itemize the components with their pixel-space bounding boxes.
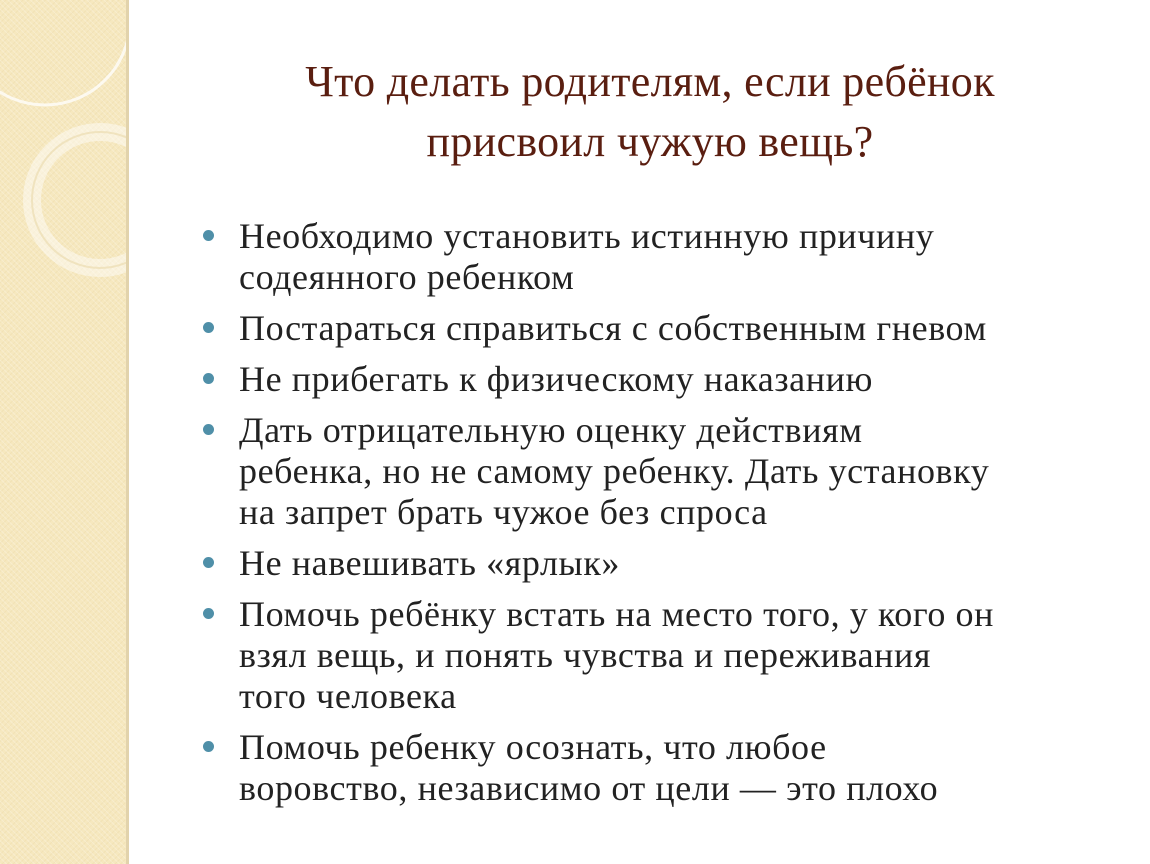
bullet-text xyxy=(239,410,1138,533)
side-panel-edge xyxy=(126,0,129,864)
bullet-icon xyxy=(203,741,214,752)
decorative-rings-icon xyxy=(0,0,127,864)
bullet-text-line: Не прибегать к физическому наказанию xyxy=(239,359,873,399)
bullet-text-line: взял вещь, и понять чувства и переживания xyxy=(239,635,932,675)
bullet-item xyxy=(203,410,1138,533)
bullet-text-line: Дать отрицательную оценку действиям xyxy=(239,410,863,450)
slide-title xyxy=(150,52,1150,172)
slide-title-line: Что делать родителям, если ребёнок xyxy=(305,57,995,106)
bullet-item xyxy=(203,594,1138,717)
bullet-text-line: содеянного ребенком xyxy=(239,257,575,297)
bullet-icon xyxy=(203,322,214,333)
bullet-text xyxy=(239,594,1138,717)
bullet-text xyxy=(239,216,1138,298)
bullet-text-line: на запрет брать чужое без спроса xyxy=(239,492,768,532)
bullet-text-line: Помочь ребенку осознать, что любое xyxy=(239,727,827,767)
bullet-icon xyxy=(203,230,214,241)
bullet-text-line: Помочь ребёнку встать на место того, у кого он xyxy=(239,594,994,634)
bullet-item xyxy=(203,308,1138,349)
bullet-text xyxy=(239,727,1138,809)
bullet-icon xyxy=(203,373,214,384)
bullet-text xyxy=(239,308,1138,349)
bullet-list xyxy=(203,216,1138,819)
bullet-text-line: того человека xyxy=(239,676,457,716)
slide-title-line: присвоил чужую вещь? xyxy=(426,117,874,166)
bullet-text-line: Постараться справиться с собственным гневом xyxy=(239,308,987,348)
bullet-item xyxy=(203,359,1138,400)
bullet-item xyxy=(203,727,1138,809)
bullet-text-line: ребенка, но не самому ребенку. Дать установку xyxy=(239,451,990,491)
bullet-text-line: Не навешивать «ярлык» xyxy=(239,543,621,583)
bullet-icon xyxy=(203,557,214,568)
bullet-item xyxy=(203,543,1138,584)
decorative-side-panel xyxy=(0,0,127,864)
bullet-item xyxy=(203,216,1138,298)
bullet-icon xyxy=(203,424,214,435)
bullet-text-line: воровство, независимо от цели — это плохо xyxy=(239,768,939,808)
bullet-text xyxy=(239,359,1138,400)
bullet-text xyxy=(239,543,1138,584)
bullet-icon xyxy=(203,608,214,619)
bullet-text-line: Необходимо установить истинную причину xyxy=(239,216,935,256)
